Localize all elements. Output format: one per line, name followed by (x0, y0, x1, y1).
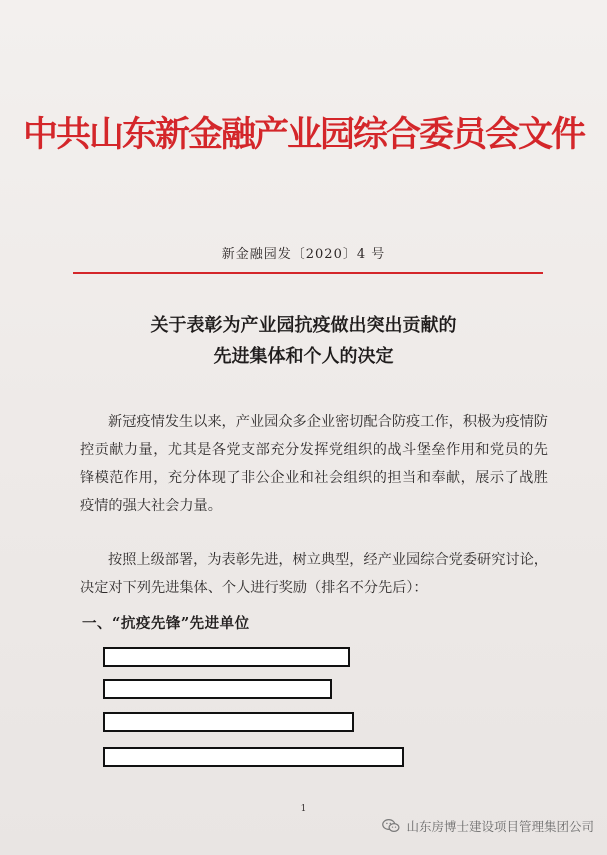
section-heading-1: 一、“抗疫先锋”先进单位 (82, 615, 250, 632)
body-paragraph-2 (80, 546, 548, 602)
redaction-box (103, 647, 350, 667)
subject-title-line1: 关于表彰为产业园抗疫做出突出贡献的 (150, 315, 457, 336)
page-number: 1 (300, 804, 307, 814)
redaction-box (103, 679, 332, 699)
redaction-box (103, 747, 404, 767)
subject-title (0, 310, 607, 372)
body-paragraph-1-text: 新冠疫情发生以来，产业园众多企业密切配合防疫工作，积极为疫情防控贡献力量，尤其是各党支部充分发挥党组织的战斗堡垒作用和党员的先锋模范作用，充分体现了非公企业和社会组织的担当和奉献，展示了战胜疫情的强大社会力量。 (80, 414, 548, 514)
watermark (382, 816, 594, 836)
redaction-box (103, 712, 354, 732)
subject-title-line2: 先进集体和个人的决定 (213, 346, 394, 367)
header-divider (73, 272, 543, 274)
wechat-icon (382, 818, 400, 834)
body-paragraph-2-text: 按照上级部署，为表彰先进，树立典型，经产业园综合党委研究讨论，决定对下列先进集体、个人进行奖励（排名不分先后）： (80, 552, 548, 596)
body-paragraph-1 (80, 408, 548, 520)
document-number: 新金融园发〔2020〕4 号 (221, 247, 386, 262)
document-header-title: 中共山东新金融产业园综合委员会文件 (22, 114, 584, 155)
watermark-text: 山东房博士建设项目管理集团公司 (406, 819, 594, 834)
